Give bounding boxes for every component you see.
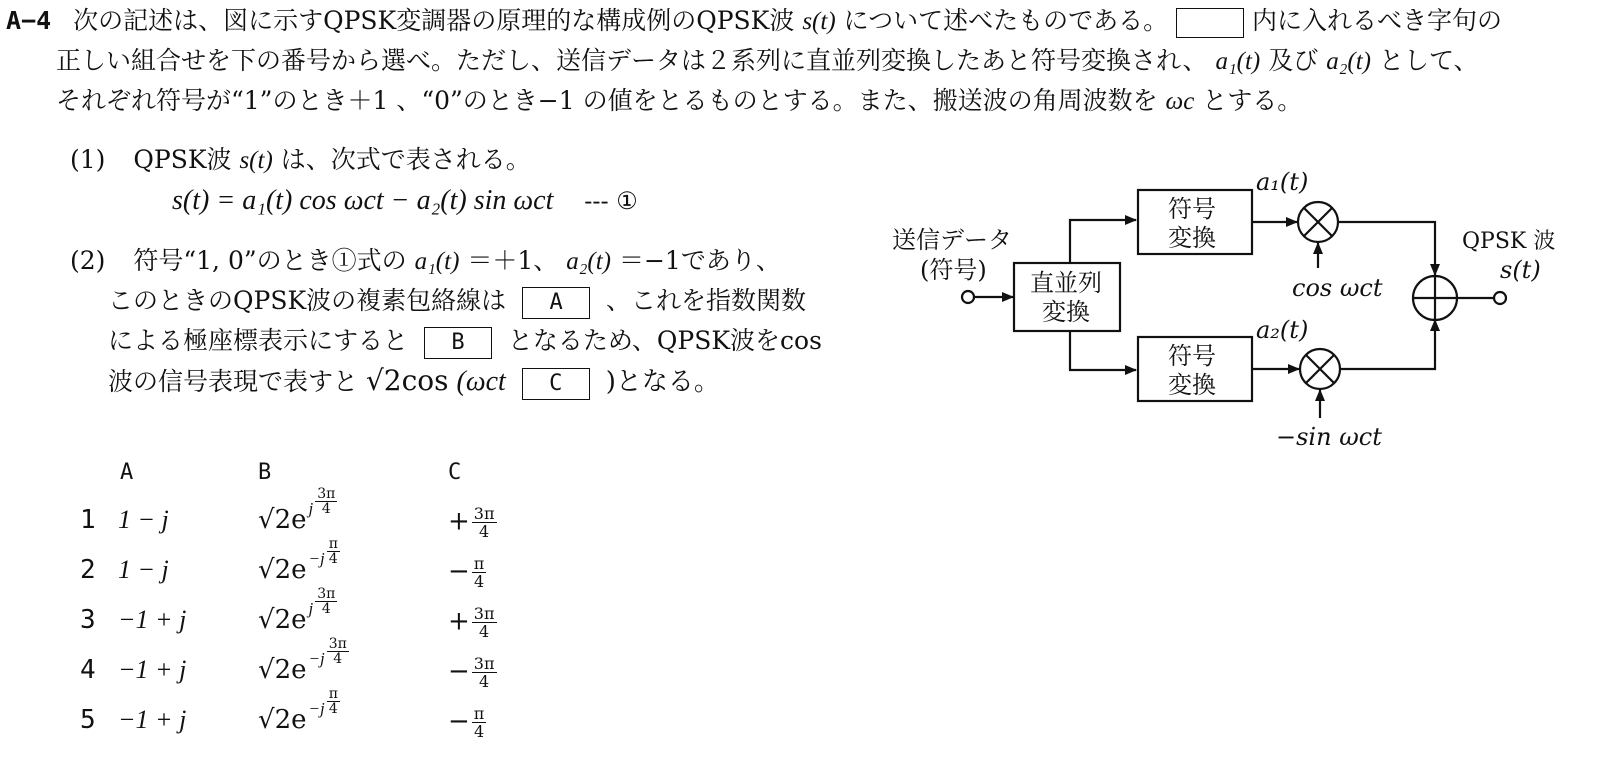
choice-a-value: 1 − j <box>118 555 169 584</box>
item-text: は、次式で表される。 <box>280 145 531 174</box>
c-sign: + <box>448 606 470 637</box>
qpsk-modulator-diagram <box>880 160 1580 460</box>
b-exponent-sign: j <box>308 499 314 518</box>
b-base: √2e <box>258 555 307 585</box>
sqrt2-cos: √2cos <box>365 364 449 397</box>
c-sign: − <box>448 556 470 587</box>
choice-c-value <box>448 505 497 540</box>
b-exponent-fraction: $\frac{3\pi}{4}$ <box>317 486 336 517</box>
choice-b-value <box>258 636 349 685</box>
blank-a-box: A <box>522 287 590 319</box>
item-2-line-1 <box>70 244 781 279</box>
b-base: √2e <box>258 605 307 635</box>
sp-label-2: 変換 <box>1042 298 1090 326</box>
choice-number: 4 <box>80 655 96 685</box>
item-text: 波の信号表現で表すと <box>108 367 359 396</box>
blank-c-box: C <box>522 368 590 400</box>
choice-c-value <box>448 605 497 640</box>
item-text: ＝−1であり、 <box>618 246 781 275</box>
b-base: √2e <box>258 655 307 685</box>
coder-bot-label-2: 変換 <box>1168 371 1216 399</box>
b-exponent-fraction: $\frac{\pi}{4}$ <box>328 686 338 717</box>
choices-header-a: A <box>120 460 134 485</box>
item-text: ＝＋1、 <box>467 246 559 275</box>
output-sublabel: s(t) <box>1500 256 1541 284</box>
item-number: (2) <box>70 246 106 275</box>
item-text: となるため、QPSK波をcos <box>507 326 822 355</box>
question-text: について述べたものである。 <box>843 6 1169 35</box>
b-exponent-fraction: $\frac{3\pi}{4}$ <box>317 586 336 617</box>
question-text: 及び <box>1268 46 1319 75</box>
question-label: A−4 <box>6 6 52 35</box>
question-line-2 <box>56 44 1478 79</box>
input-sublabel: (符号) <box>920 256 987 284</box>
c-fraction: $\frac{3\pi}{4}$ <box>473 504 495 541</box>
item-text: による極座標表示にすると <box>108 326 409 355</box>
b-exponent-sign: j <box>308 599 314 618</box>
c-fraction: $\frac{\pi}{4}$ <box>473 704 485 741</box>
choice-number: 3 <box>80 605 96 635</box>
c-sign: − <box>448 706 470 737</box>
question-text: として、 <box>1378 46 1479 75</box>
input-label: 送信データ <box>892 226 1012 254</box>
blank-b-box: B <box>424 327 492 359</box>
choices-header-b: B <box>258 460 272 485</box>
output-terminal <box>1494 292 1506 304</box>
choice-b-value <box>258 536 340 585</box>
choice-b-value <box>258 586 337 635</box>
a1-label: a₁(t) <box>1256 168 1309 196</box>
choice-b-value <box>258 486 337 535</box>
output-label: QPSK 波 <box>1462 229 1556 254</box>
question-text: とする。 <box>1202 86 1303 115</box>
choice-c-value <box>448 555 486 590</box>
coder-bot-label-1: 符号 <box>1168 342 1216 370</box>
b-exponent-sign: −j <box>308 699 325 718</box>
qpsk-formula: s(t) = a₁(t) cos ωct − a₂(t) sin ωct <box>172 185 554 216</box>
choice-b-value <box>258 686 340 735</box>
choice-a-value: 1 − j <box>118 505 169 534</box>
item-text: 符号“1, 0”のとき①式の <box>133 246 407 275</box>
omega-c-symbol: ωc <box>1165 88 1195 115</box>
choice-c-value <box>448 655 497 690</box>
sp-label-1: 直並列 <box>1030 269 1102 297</box>
question-line-3 <box>56 84 1302 119</box>
c-fraction: $\frac{\pi}{4}$ <box>473 554 485 591</box>
coder-top-label-1: 符号 <box>1168 195 1216 223</box>
question-text: 内に入れるべき字句の <box>1252 6 1503 35</box>
choice-number: 5 <box>80 705 96 735</box>
item-text: QPSK波 <box>133 145 232 174</box>
b-exponent-sign: −j <box>308 649 325 668</box>
s-t-symbol: s(t) <box>802 8 836 35</box>
question-text: 正しい組合せを下の番号から選べ。ただし、送信データは２系列に直並列変換したあと符号変換され、 <box>56 46 1208 75</box>
c-fraction: $\frac{3\pi}{4}$ <box>473 604 495 641</box>
choice-number: 1 <box>80 505 96 535</box>
item-text: )となる。 <box>605 367 720 397</box>
s-t-symbol: s(t) <box>239 147 273 174</box>
item-text: このときのQPSK波の複素包絡線は <box>108 286 507 315</box>
b-exponent-sign: −j <box>308 549 325 568</box>
equation-tag: --- ① <box>584 187 638 215</box>
a2-label: a₂(t) <box>1256 316 1309 344</box>
b-base: √2e <box>258 505 307 535</box>
b-exponent-fraction: $\frac{3\pi}{4}$ <box>328 636 347 667</box>
a2-symbol: a₂(t) <box>566 248 612 275</box>
item-1 <box>70 143 531 178</box>
blank-box <box>1176 8 1244 38</box>
c-sign: − <box>448 656 470 687</box>
a1-symbol: a₁(t) <box>1215 48 1261 75</box>
formula-1 <box>172 183 638 217</box>
question-text: 次の記述は、図に示すQPSK変調器の原理的な構成例のQPSK波 <box>73 6 795 35</box>
item-number: (1) <box>70 145 106 174</box>
cos-label: cos ωct <box>1292 274 1383 302</box>
choice-c-value <box>448 705 486 740</box>
item-text: 、これを指数関数 <box>606 286 807 315</box>
sin-label: −sin ωct <box>1276 423 1382 451</box>
c-sign: + <box>448 506 470 537</box>
c-fraction: $\frac{3\pi}{4}$ <box>473 654 495 691</box>
question-text: それぞれ符号が“1”のとき＋1 、“0”のとき−1 の値をとるものとする。また、搬送波の角周波数を <box>56 86 1158 115</box>
item-2-line-4 <box>108 364 720 400</box>
omega-ct: (ωct <box>456 366 506 397</box>
a1-symbol: a₁(t) <box>414 248 460 275</box>
choice-a-value: −1 + j <box>118 705 187 734</box>
input-terminal <box>962 291 974 303</box>
b-exponent-fraction: $\frac{\pi}{4}$ <box>328 536 338 567</box>
b-base: √2e <box>258 705 307 735</box>
a2-symbol: a₂(t) <box>1326 48 1371 75</box>
question-line-1 <box>6 4 1502 39</box>
choice-a-value: −1 + j <box>118 605 187 634</box>
coder-top-label-2: 変換 <box>1168 224 1216 252</box>
item-2-line-2 <box>108 284 806 319</box>
choice-a-value: −1 + j <box>118 655 187 684</box>
choices-header-c: C <box>448 460 462 485</box>
choice-number: 2 <box>80 555 96 585</box>
item-2-line-3 <box>108 324 822 359</box>
